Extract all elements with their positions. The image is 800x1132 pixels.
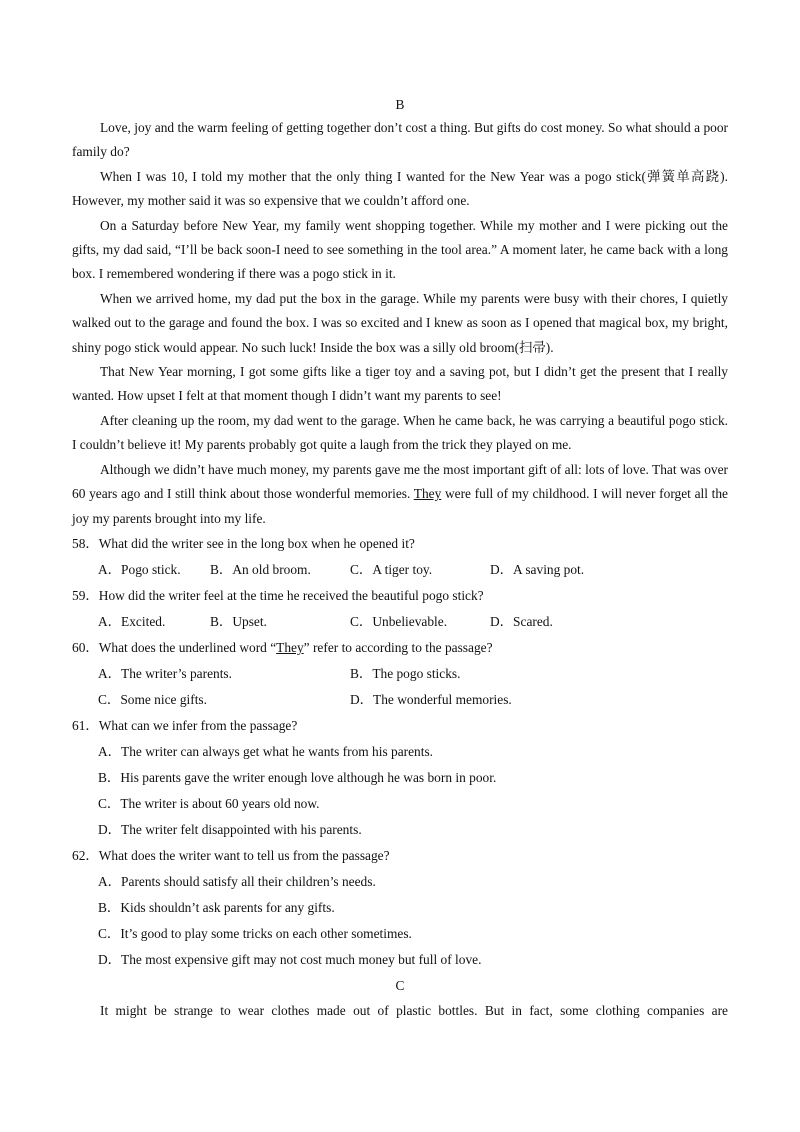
question-59 xyxy=(72,583,728,635)
question-59-options xyxy=(72,609,728,635)
question-62-option-b[interactable]: B．Kids shouldn’t ask parents for any gifts. xyxy=(98,899,335,915)
question-61-option-a[interactable]: A．The writer can always get what he wants from his parents. xyxy=(98,743,434,759)
question-61-stem: 61．What can we infer from the passage? xyxy=(72,717,298,733)
question-61-option-b[interactable]: B．His parents gave the writer enough love although he was born in poor. xyxy=(98,769,497,785)
question-60-stem-after: ” refer to according to the passage? xyxy=(303,639,493,655)
question-62-stem: 62．What does the writer want to tell us from the passage? xyxy=(72,847,390,863)
question-62-option-c[interactable]: C．It’s good to play some tricks on each other sometimes. xyxy=(98,925,412,941)
question-60-options-row-1 xyxy=(72,661,728,687)
question-62-option-a[interactable]: A．Parents should satisfy all their children’s needs. xyxy=(98,873,376,889)
paragraph-7-text-before: Although we didn’t have much money, my parents gave me the most important gift of all: lots of love. That was over 60 years ago and I still think about those wonderful memories. xyxy=(72,461,728,502)
question-58-option-c[interactable]: C．A tiger toy. xyxy=(350,561,433,577)
question-60-option-d[interactable]: D．The wonderful memories. xyxy=(350,691,512,707)
section-c-title: C xyxy=(395,977,405,993)
question-62 xyxy=(72,843,728,973)
question-61-option-c[interactable]: C．The writer is about 60 years old now. xyxy=(98,795,320,811)
question-59-stem: 59．How did the writer feel at the time he received the beautiful pogo stick? xyxy=(72,587,484,603)
question-58-option-d[interactable]: D．A saving pot. xyxy=(490,561,585,577)
question-60-stem-before: 60．What does the underlined word “ xyxy=(72,639,277,655)
passage-paragraph-6: After cleaning up the room, my dad went to the garage. When he came back, he was carrying a beautiful pogo stick. I couldn’t believe it! My parents probably got quite a laugh from the trick they played on me. xyxy=(72,412,728,453)
passage-paragraph-4: When we arrived home, my dad put the box in the garage. While my parents were busy with their chores, I quietly walked out to the garage and found the box. I was so excited and I knew as soon as I opened that magical box, my bright, shiny pogo stick would appear. No such luck! Inside the box was a silly old broom(扫帚). xyxy=(72,290,728,355)
question-62-option-d[interactable]: D．The most expensive gift may not cost much money but full of love. xyxy=(98,951,482,967)
question-59-option-b[interactable]: B．Upset. xyxy=(210,613,267,629)
question-60 xyxy=(72,635,728,713)
question-59-option-a[interactable]: A．Excited. xyxy=(98,613,166,629)
question-60-stem xyxy=(72,635,728,661)
passage-paragraph-1: Love, joy and the warm feeling of getting together don’t cost a thing. But gifts do cost money. So what should a poor family do? xyxy=(72,120,728,160)
passage-paragraph-5: That New Year morning, I got some gifts like a tiger toy and a saving pot, but I didn’t get the present that I really wanted. How upset I felt at that moment though I didn’t want my parents to see! xyxy=(72,364,728,404)
passage-paragraph-7 xyxy=(72,458,728,531)
question-60-option-a[interactable]: A．The writer’s parents. xyxy=(98,665,232,681)
question-61 xyxy=(72,713,728,843)
question-59-option-c[interactable]: C．Unbelievable. xyxy=(350,613,448,629)
question-60-option-b[interactable]: B．The pogo sticks. xyxy=(350,665,461,681)
paragraph-7-text-after: were full of my childhood. I will never forget all the joy my parents brought into my life. xyxy=(72,486,728,526)
question-58-option-b[interactable]: B．An old broom. xyxy=(210,561,311,577)
question-59-option-d[interactable]: D．Scared. xyxy=(490,613,553,629)
question-58-stem: 58．What did the writer see in the long box when he opened it? xyxy=(72,535,415,551)
exam-page xyxy=(72,94,728,1023)
underlined-word-they: They xyxy=(413,486,442,502)
question-58 xyxy=(72,531,728,583)
question-61-option-d[interactable]: D．The writer felt disappointed with his parents. xyxy=(98,821,362,837)
passage-paragraph-3: On a Saturday before New Year, my family went shopping together. While my mother and I were picking out the gifts, my dad said, “I’ll be back soon-I need to see something in the tool area.” A moment later, he came back with a long box. I remembered wondering if there was a pogo stick in it. xyxy=(72,217,728,282)
question-60-underlined-word: They xyxy=(276,639,304,655)
section-b-title: B xyxy=(395,97,405,112)
question-60-options-row-2 xyxy=(72,687,728,713)
question-58-option-a[interactable]: A．Pogo stick. xyxy=(98,561,181,577)
passage-paragraph-2: When I was 10, I told my mother that the only thing I wanted for the New Year was a pogo stick(弹簧单高跷). However, my mother said it was so expensive that we couldn’t afford one. xyxy=(72,168,728,209)
section-c-first-line: It might be strange to wear clothes made out of plastic bottles. But in fact, some clothing companies are xyxy=(100,1002,728,1018)
question-58-options xyxy=(72,557,728,583)
question-60-option-c[interactable]: C．Some nice gifts. xyxy=(98,691,207,707)
